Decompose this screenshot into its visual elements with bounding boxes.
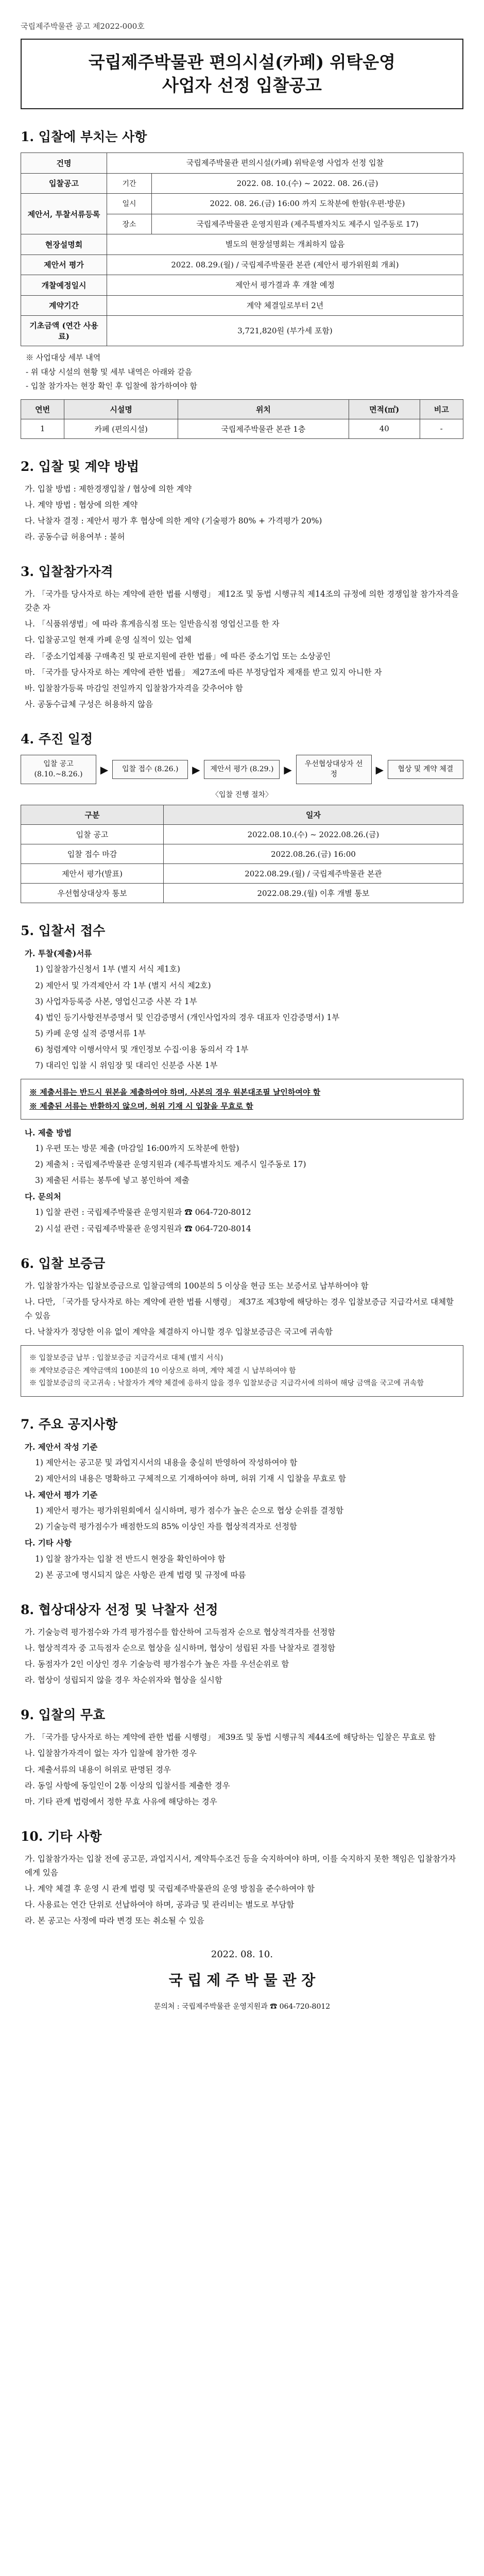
- flow-step: 입찰 접수 (8.26.): [112, 760, 188, 779]
- flow-step: 입찰 공고 (8.10.~8.26.): [21, 755, 96, 784]
- section-7-item: 2) 본 공고에 명시되지 않은 사항은 관계 법령 및 규정에 따름: [35, 1570, 246, 1580]
- overview-row: [21, 173, 463, 194]
- section-9-item: 다. 제출서류의 내용이 허위로 판명된 경우: [25, 1765, 171, 1774]
- box-line: ※ 입찰보증금 납부 : 입찰보증금 지급각서로 대체 (별지 서식): [29, 1354, 223, 1363]
- overview-sublabel: 기간: [107, 173, 152, 194]
- section-2-item: 나. 계약 방법 : 협상에 의한 계약: [25, 500, 138, 510]
- section-3-item: 라. 「중소기업제품 구매촉진 및 판로지원에 관한 법률」에 따른 중소기업 또는 소상공인: [25, 651, 331, 661]
- overview-row: [21, 275, 463, 296]
- section-2-item: 가. 입찰 방법 : 제한경쟁입찰 / 협상에 의한 계약: [25, 484, 192, 494]
- overview-value: 별도의 현장설명회는 개최하지 않음: [107, 234, 463, 255]
- schedule-cell: 입찰 접수 마감: [21, 844, 164, 864]
- overview-label: 현장설명회: [21, 234, 107, 255]
- schedule-header: 일자: [164, 805, 463, 825]
- section-3-heading: 3. 입찰참가자격: [21, 564, 113, 580]
- overview-table: [21, 152, 463, 346]
- section-9-item: 라. 동일 사항에 동일인이 2통 이상의 입찰서를 제출한 경우: [25, 1781, 230, 1790]
- section-2-item: 다. 낙찰자 결정 : 제안서 평가 후 협상에 의한 계약 (기술평가 80% + 가격평가 20%): [25, 516, 322, 526]
- schedule-cell: 입찰 공고: [21, 825, 164, 844]
- section-5-item: 6) 청렴계약 이행서약서 및 개인정보 수집·이용 동의서 각 1부: [35, 1045, 249, 1055]
- section-9-heading: 9. 입찰의 무효: [21, 1707, 106, 1723]
- facility-header: 연번: [21, 399, 64, 419]
- overview-value: 제안서 평가결과 후 개찰 예정: [107, 275, 463, 296]
- flow-step: 협상 및 계약 체결: [388, 760, 463, 779]
- overview-label: 제안서 평가: [21, 255, 107, 275]
- section-8-item: 가. 기술능력 평가점수와 가격 평가점수를 합산하여 고득점자 순으로 협상적격자를 선정함: [25, 1627, 336, 1637]
- section-9-item: 가. 「국가를 당사자로 하는 계약에 관한 법률 시행령」 제39조 및 동법 시행규칙 제44조에 해당하는 입찰은 무효로 함: [25, 1733, 436, 1742]
- section-5-item: 1) 입찰 관련 : 국립제주박물관 운영지원과 ☎ 064-720-8012: [35, 1208, 251, 1217]
- overview-label: 개찰예정일시: [21, 275, 107, 296]
- section-3-item: 가. 「국가를 당사자로 하는 계약에 관한 법률 시행령」 제12조 및 동법 시행규칙 제14조의 규정에 의한 경쟁입찰 참가자격을 갖춘 자: [25, 589, 459, 613]
- title-line-1: 국립제주박물관 편의시설(카페) 위탁운영: [88, 52, 396, 72]
- section-1-heading: 1. 입찰에 부치는 사항: [21, 129, 147, 145]
- section-5-item: 2) 제안서 및 가격제안서 각 1부 (별지 서식 제2호): [35, 980, 211, 990]
- overview-row: [21, 295, 463, 316]
- section-10-item: 가. 입찰참가자는 입찰 전에 공고문, 과업지시서, 계약특수조건 등을 숙지하여야 하며, 이를 숙지하지 못한 책임은 입찰참가자에게 있음: [25, 1854, 456, 1878]
- overview-label: 건명: [21, 153, 107, 174]
- section-5-item: 3) 제출된 서류는 봉투에 넣고 봉인하여 제출: [35, 1176, 190, 1185]
- section-6-item: 가. 입찰참가자는 입찰보증금으로 입찰금액의 100분의 5 이상을 현금 또는 보증서로 납부하여야 함: [25, 1281, 369, 1291]
- overview-row: [21, 255, 463, 275]
- facility-row: [21, 419, 463, 438]
- schedule-table: [21, 805, 463, 903]
- overview-row: [21, 194, 463, 214]
- schedule-header: 구분: [21, 805, 164, 825]
- overview-value: 2022. 08. 26.(금) 16:00 까지 도착분에 한함(우편·방문): [152, 194, 463, 214]
- schedule-header-row: [21, 805, 463, 825]
- arrow-right-icon: ▶: [192, 763, 200, 776]
- section-7-item: 다. 기타 사항: [25, 1538, 72, 1548]
- schedule-row: [21, 864, 463, 884]
- section-7-item: 1) 제안서는 공고문 및 과업지시서의 내용을 충실히 반영하여 작성하여야 함: [35, 1458, 298, 1467]
- section-7-item: 1) 입찰 참가자는 입찰 전 반드시 현장을 확인하여야 함: [35, 1554, 226, 1564]
- section-9-item: 마. 기타 관계 법령에서 정한 무효 사유에 해당하는 경우: [25, 1797, 217, 1806]
- schedule-cell: 우선협상대상자 통보: [21, 884, 164, 903]
- schedule-cell: 2022.08.29.(월) / 국립제주박물관 본관: [164, 864, 463, 884]
- section-5-item: 2) 시설 관련 : 국립제주박물관 운영지원과 ☎ 064-720-8014: [35, 1224, 251, 1233]
- section-10-item: 라. 본 공고는 사정에 따라 변경 또는 취소될 수 있음: [25, 1916, 204, 1926]
- box-line: ※ 입찰보증금의 국고귀속 : 낙찰자가 계약 체결에 응하지 않을 경우 입찰보증금 지급각서에 의하여 해당 금액을 국고에 귀속함: [29, 1379, 424, 1388]
- facility-table: [21, 399, 463, 439]
- flow-step: 우선협상대상자 선정: [296, 755, 372, 784]
- section-5-subheading: 가. 투찰(제출)서류: [25, 948, 92, 959]
- section-7-item: 가. 제안서 작성 기준: [25, 1442, 98, 1452]
- process-flow: [21, 755, 463, 784]
- overview-label: 제안서, 투찰서류등록: [21, 194, 107, 234]
- footer-contact: 문의처 : 국립제주박물관 운영지원과 ☎ 064-720-8012: [153, 2002, 331, 2011]
- section-7-item: 1) 제안서 평가는 평가위원회에서 실시하며, 평가 점수가 높은 순으로 협상 순위를 결정함: [35, 1506, 344, 1516]
- section-5-item: 7) 대리인 입찰 시 위임장 및 대리인 신분증 사본 1부: [35, 1061, 218, 1071]
- overview-label: 입찰공고: [21, 173, 107, 194]
- facility-cell: -: [420, 419, 463, 438]
- overview-value: 2022. 08. 10.(수) ~ 2022. 08. 26.(금): [152, 173, 463, 194]
- section-5-item: 3) 사업자등록증 사본, 영업신고증 사본 각 1부: [35, 996, 197, 1006]
- overview-value: 2022. 08.29.(월) / 국립제주박물관 본관 (제안서 평가위원회 개최): [107, 255, 463, 275]
- section-5-heading: 5. 입찰서 접수: [21, 923, 106, 939]
- title-line-2: 사업자 선정 입찰공고: [162, 75, 322, 95]
- schedule-cell: 제안서 평가(발표): [21, 864, 164, 884]
- schedule-row: [21, 884, 463, 903]
- section-8-item: 다. 동점자가 2인 이상인 경우 기술능력 평가점수가 높은 자를 우선순위로 함: [25, 1659, 289, 1669]
- section-4-heading: 4. 주진 일정: [21, 732, 93, 747]
- footer: [21, 1949, 463, 2011]
- overview-sublabel: 장소: [107, 214, 152, 234]
- section-6-box: [21, 1345, 463, 1397]
- flow-step: 제안서 평가 (8.29.): [204, 760, 280, 779]
- arrow-right-icon: ▶: [375, 763, 384, 776]
- facility-header: 위치: [178, 399, 349, 419]
- section-5-subheading: 나. 제출 방법: [25, 1127, 72, 1138]
- section-3-item: 사. 공동수급체 구성은 허용하지 않음: [25, 699, 153, 709]
- section-10-item: 나. 계약 체결 후 운영 시 관계 법령 및 국립제주박물관의 운영 방침을 준수하여야 함: [25, 1884, 315, 1894]
- section-3-item: 다. 입찰공고일 현재 카페 운영 실적이 있는 업체: [25, 635, 192, 645]
- section-3-item: 나. 「식품위생법」에 따라 휴게음식점 또는 일반음식점 영업신고를 한 자: [25, 619, 280, 629]
- overview-sublabel: 일시: [107, 194, 152, 214]
- section-1-notes: [26, 351, 463, 393]
- emphasis-line: ※ 제출된 서류는 반환하지 않으며, 허위 기재 시 입찰을 무효로 함: [29, 1101, 253, 1111]
- section-6-heading: 6. 입찰 보증금: [21, 1256, 106, 1271]
- overview-value: 3,721,820원 (부가세 포함): [107, 316, 463, 346]
- overview-label: 기초금액 (연간 사용료): [21, 316, 107, 346]
- section-8-item: 나. 협상적격자 중 고득점자 순으로 협상을 실시하며, 협상이 성립된 자를 낙찰자로 결정함: [25, 1643, 336, 1653]
- note-line: - 위 대상 시설의 현황 및 세부 내역은 아래와 같음: [26, 367, 193, 377]
- section-5-item: 2) 제출처 : 국립제주박물관 운영지원과 (제주특별자치도 제주시 일주동로 17): [35, 1160, 306, 1170]
- overview-value: 국립제주박물관 운영지원과 (제주특별자치도 제주시 일주동로 17): [152, 214, 463, 234]
- section-10-heading: 10. 기타 사항: [21, 1828, 102, 1844]
- overview-label: 계약기간: [21, 295, 107, 316]
- section-5-subheading: 다. 문의처: [25, 1192, 61, 1202]
- overview-row: [21, 153, 463, 174]
- schedule-cell: 2022.08.29.(월) 이후 개별 통보: [164, 884, 463, 903]
- facility-cell: 카페 (편의시설): [64, 419, 178, 438]
- section-5-item: 1) 우편 또는 방문 제출 (마감일 16:00까지 도착분에 한함): [35, 1143, 239, 1153]
- facility-header: 비고: [420, 399, 463, 419]
- facility-cell: 40: [349, 419, 420, 438]
- facility-cell: 1: [21, 419, 64, 438]
- footer-date: 2022. 08. 10.: [211, 1948, 273, 1960]
- section-2-item: 라. 공동수급 허용여부 : 불허: [25, 532, 125, 541]
- title-box: [21, 39, 463, 109]
- section-10-item: 다. 사용료는 연간 단위로 선납하여야 하며, 공과금 및 관리비는 별도로 부담함: [25, 1900, 295, 1910]
- schedule-cell: 2022.08.10.(수) ~ 2022.08.26.(금): [164, 825, 463, 844]
- section-7-item: 2) 기술능력 평가점수가 배점한도의 85% 이상인 자를 협상적격자로 선정함: [35, 1522, 298, 1532]
- emphasis-line: ※ 제출서류는 반드시 원본을 제출하여야 하며, 사본의 경우 원본대조필 날인하여야 함: [29, 1088, 321, 1097]
- section-5-item: 4) 법인 등기사항전부증명서 및 인감증명서 (개인사업자의 경우 대표자 인감증명서) 1부: [35, 1012, 340, 1022]
- overview-row: [21, 234, 463, 255]
- schedule-cell: 2022.08.26.(금) 16:00: [164, 844, 463, 864]
- section-5-item: 1) 입찰참가신청서 1부 (별지 서식 제1호): [35, 964, 180, 974]
- section-5-emphasis-box: [21, 1079, 463, 1120]
- section-6-item: 다. 낙찰자가 정당한 이유 없이 계약을 체결하지 아니할 경우 입찰보증금은 국고에 귀속함: [25, 1327, 333, 1337]
- schedule-row: [21, 844, 463, 864]
- section-7-item: 2) 제안서의 내용은 명확하고 구체적으로 기재하여야 하며, 허위 기재 시 입찰을 무효로 함: [35, 1473, 347, 1483]
- section-9-item: 나. 입찰참가자격이 없는 자가 입찰에 참가한 경우: [25, 1749, 197, 1758]
- arrow-right-icon: ▶: [284, 763, 292, 776]
- note-line: ※ 사업대상 세부 내역: [26, 353, 101, 363]
- arrow-right-icon: ▶: [100, 763, 109, 776]
- section-2-heading: 2. 입찰 및 계약 방법: [21, 459, 139, 474]
- section-8-heading: 8. 협상대상자 선정 및 낙찰자 선정: [21, 1602, 218, 1617]
- flow-caption: 〈입찰 진행 절차〉: [211, 791, 273, 800]
- box-line: ※ 계약보증금은 계약금액의 100분의 10 이상으로 하며, 계약 체결 시 납부하여야 함: [29, 1366, 296, 1375]
- note-line: - 입찰 참가자는 현장 확인 후 입찰에 참가하여야 함: [26, 381, 198, 391]
- overview-value: 국립제주박물관 편의시설(카페) 위탁운영 사업자 선정 입찰: [107, 153, 463, 174]
- section-6-item: 나. 다만, 「국가를 당사자로 하는 계약에 관한 법률 시행령」 제37조 제3항에 해당하는 경우 입찰보증금 지급각서로 대체할 수 있음: [25, 1297, 454, 1320]
- footer-org: 국 립 제 주 박 물 관 장: [168, 1971, 316, 1989]
- document-number: 국립제주박물관 공고 제2022-000호: [21, 22, 145, 31]
- facility-cell: 국립제주박물관 본관 1층: [178, 419, 349, 438]
- overview-value: 계약 체결일로부터 2년: [107, 295, 463, 316]
- section-3-item: 바. 입찰참가등록 마감일 전일까지 입찰참가자격을 갖추어야 함: [25, 683, 243, 693]
- section-7-item: 나. 제안서 평가 기준: [25, 1490, 98, 1500]
- facility-header-row: [21, 399, 463, 419]
- notice-page: [21, 0, 463, 2042]
- section-8-item: 라. 협상이 성립되지 않을 경우 차순위자와 협상을 실시함: [25, 1675, 222, 1685]
- section-5-item: 5) 카페 운영 실적 증명서류 1부: [35, 1028, 146, 1038]
- section-7-heading: 7. 주요 공지사항: [21, 1416, 118, 1432]
- overview-row: [21, 316, 463, 346]
- facility-header: 시설명: [64, 399, 178, 419]
- section-3-item: 마. 「국가를 당사자로 하는 계약에 관한 법률」 제27조에 따른 부정당업자 제재를 받고 있지 아니한 자: [25, 667, 382, 677]
- schedule-row: [21, 825, 463, 844]
- facility-header: 면적(㎡): [349, 399, 420, 419]
